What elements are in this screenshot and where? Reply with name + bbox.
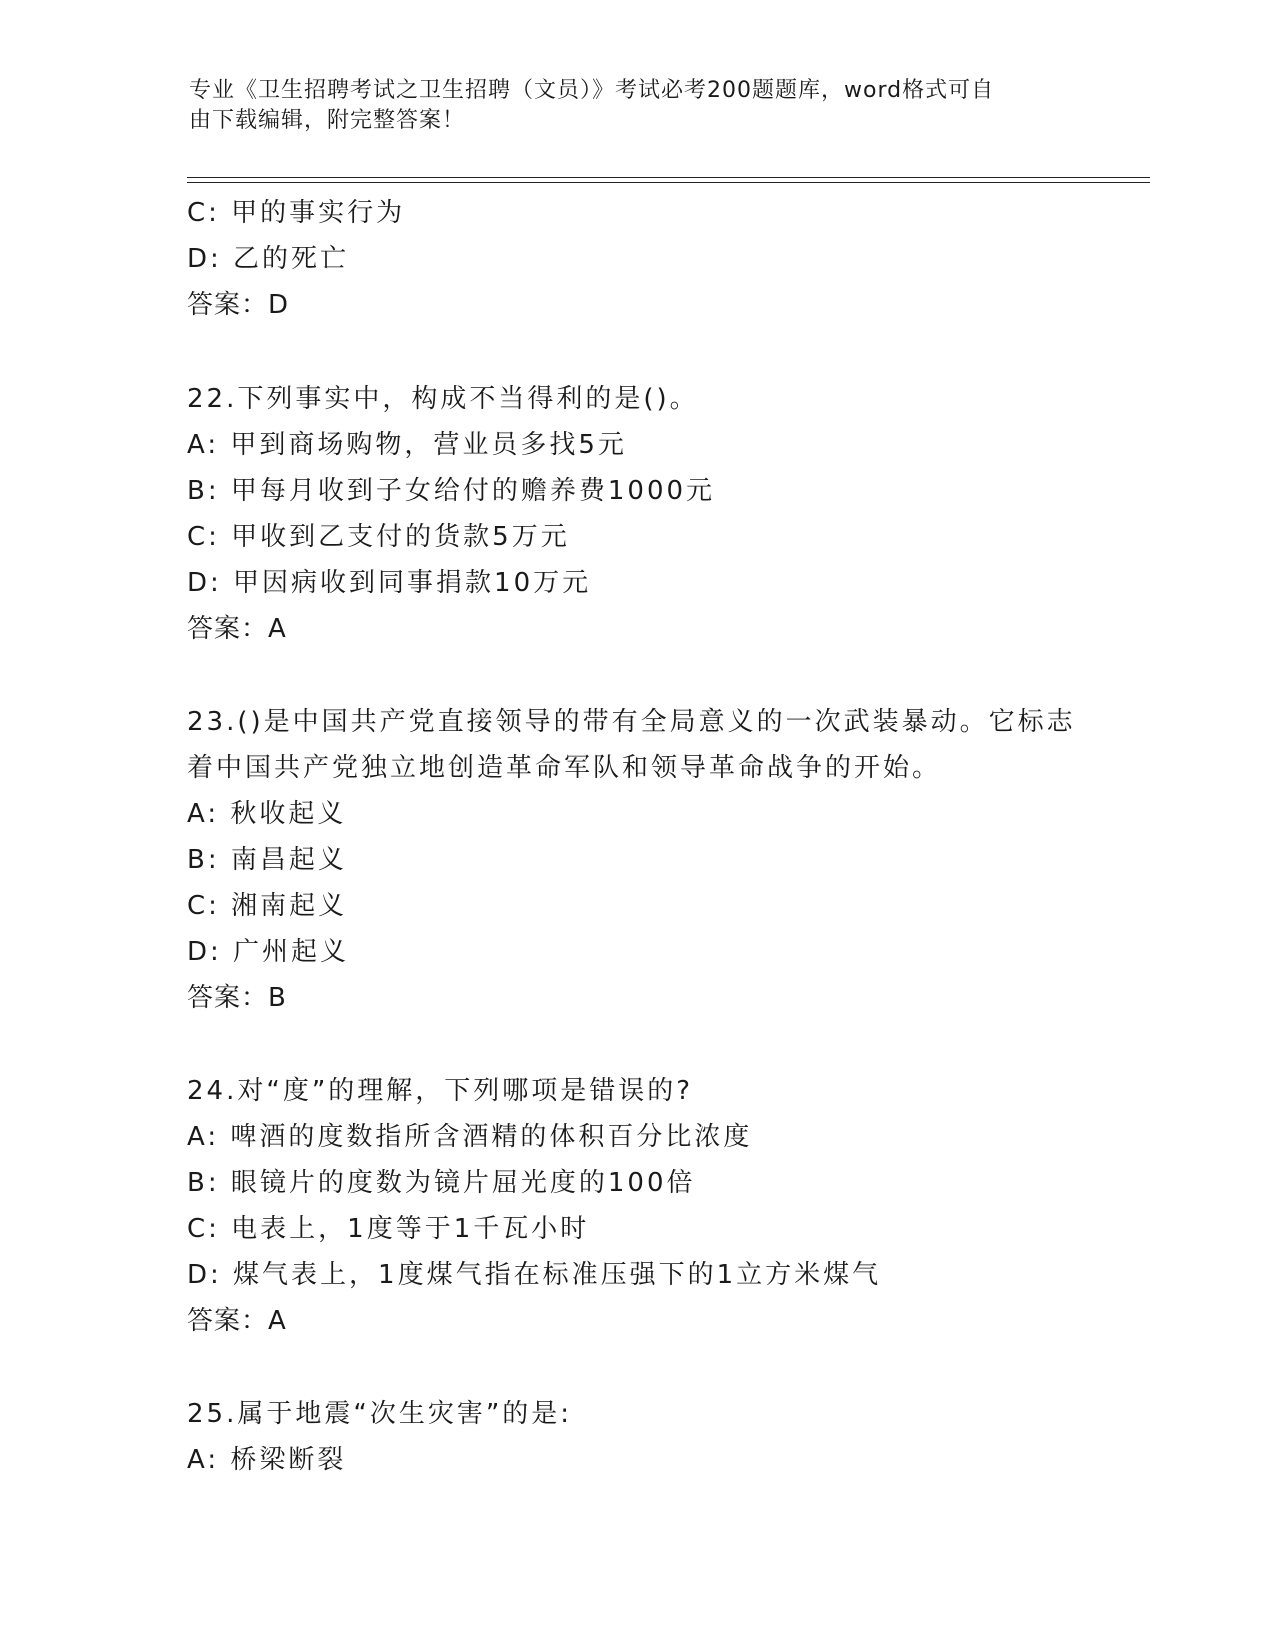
option-a: A: 桥梁断裂 <box>187 1445 347 1475</box>
option-d: D: 乙的死亡 <box>187 244 350 274</box>
option-b: B: 甲每月收到子女给付的赡养费1000元 <box>187 476 716 506</box>
option-b: B: 眼镜片的度数为镜片屈光度的100倍 <box>187 1168 696 1198</box>
header-divider-top <box>187 177 1150 178</box>
document-header <box>189 76 1089 136</box>
option-d: D: 广州起义 <box>187 937 350 967</box>
header-divider-bottom <box>187 182 1150 183</box>
answer: 答案：B <box>187 983 287 1013</box>
question-25: 25.属于地震“次生灾害”的是: <box>187 1399 573 1429</box>
option-a: A: 甲到商场购物，营业员多找5元 <box>187 430 627 460</box>
answer: 答案：D <box>187 290 290 320</box>
header-line-1: 专业《卫生招聘考试之卫生招聘（文员）》考试必考200题题库，word格式可自 <box>189 78 995 103</box>
option-c: C: 电表上，1度等于1千瓦小时 <box>187 1214 590 1244</box>
option-a: A: 啤酒的度数指所含酒精的体积百分比浓度 <box>187 1122 753 1152</box>
header-line-2: 由下载编辑，附完整答案！ <box>189 108 466 133</box>
answer: 答案：A <box>187 1306 287 1336</box>
question-22: 22.下列事实中，构成不当得利的是()。 <box>187 384 699 414</box>
option-c: C: 甲收到乙支付的货款5万元 <box>187 522 570 552</box>
option-a: A: 秋收起义 <box>187 799 347 829</box>
question-23-line-1: 23.()是中国共产党直接领导的带有全局意义的一次武装暴动。它标志 <box>187 707 1076 737</box>
question-23-line-2: 着中国共产党独立地创造革命军队和领导革命战争的开始。 <box>187 753 942 783</box>
option-c: C: 甲的事实行为 <box>187 198 406 228</box>
option-c: C: 湘南起义 <box>187 891 348 921</box>
option-b: B: 南昌起义 <box>187 845 347 875</box>
option-d: D: 煤气表上，1度煤气指在标准压强下的1立方米煤气 <box>187 1260 882 1290</box>
option-d: D: 甲因病收到同事捐款10万元 <box>187 568 592 598</box>
question-24: 24.对“度”的理解，下列哪项是错误的? <box>187 1076 694 1106</box>
answer: 答案：A <box>187 614 287 644</box>
